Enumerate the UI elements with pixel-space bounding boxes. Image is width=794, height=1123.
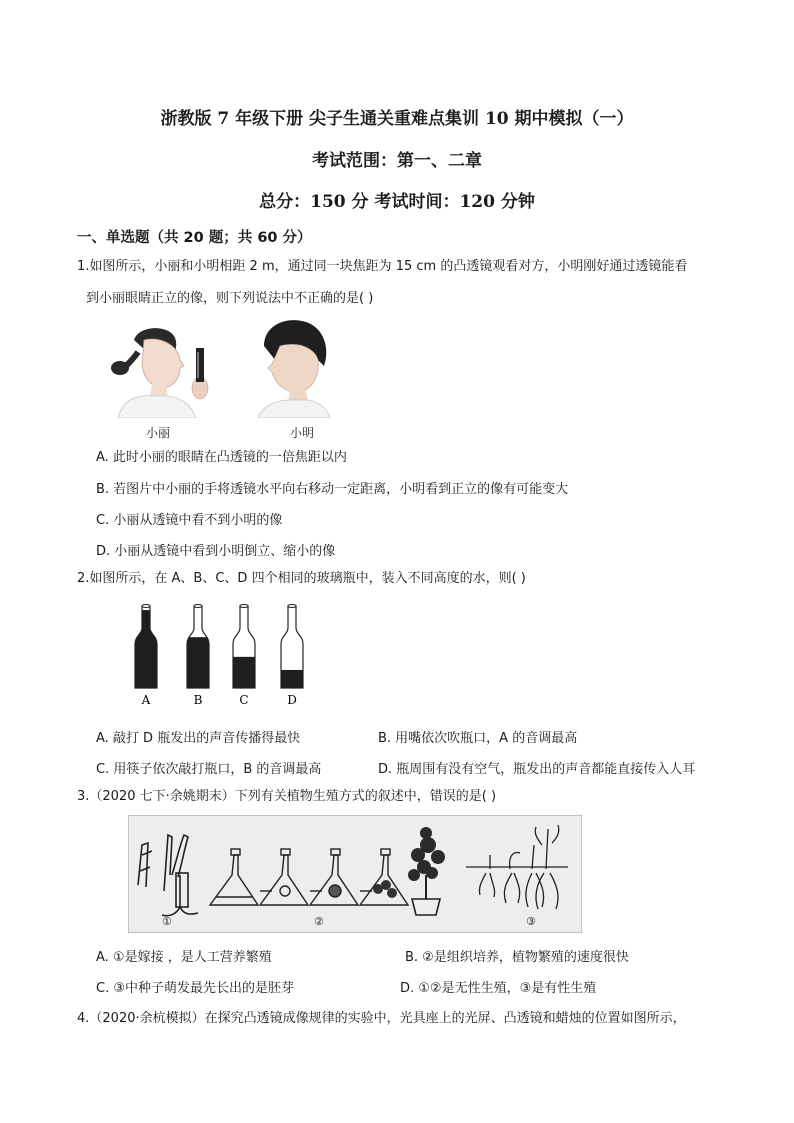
- bottle-water-b: [186, 637, 210, 688]
- q1-option-b: B. 若图片中小丽的手将透镜水平向右移动一定距离，小明看到正立的像有可能变大: [96, 482, 569, 497]
- q4-stem: 4.（2020·余杭模拟）在探究凸透镜成像规律的实验中，光具座上的光屏、凸透镜和蜡烛的位置如图所示，: [77, 1011, 686, 1026]
- bottle-water-d: [280, 670, 304, 688]
- bottle-c: [232, 605, 256, 708]
- exam-title: 浙教版 7 年级下册 尖子生通关重难点集训 10 期中模拟（一）: [160, 109, 634, 129]
- q1-option-c: C. 小丽从透镜中看不到小明的像: [96, 513, 283, 528]
- bottle-label-d: D: [287, 693, 297, 707]
- q3-label-2: ②: [314, 915, 324, 928]
- q3-option-c: C. ③中种子萌发最先长出的是胚芽: [96, 981, 294, 996]
- q1-boy-figure: [254, 316, 330, 418]
- q1-option-a: A. 此时小丽的眼睛在凸透镜的一倍焦距以内: [96, 450, 347, 465]
- q3-label-3: ③: [526, 915, 536, 928]
- section-heading: 一、单选题（共 20 题；共 60 分）: [77, 230, 312, 246]
- exam-score-time: 总分：150 分 考试时间：120 分钟: [259, 192, 535, 212]
- q1-girl-figure: [104, 322, 224, 418]
- q1-option-d: D. 小丽从透镜中看到小明倒立、缩小的像: [96, 544, 336, 559]
- q1-caption-boy: 小明: [290, 426, 315, 440]
- q1-stem-line2: 到小丽眼睛正立的像，则下列说法中不正确的是( ): [86, 291, 374, 306]
- q1-stem-line1: 1.如图所示，小丽和小明相距 2 m，通过同一块焦距为 15 cm 的凸透镜观看对方，小明刚好通过透镜能看: [77, 259, 688, 274]
- bottle-a: [134, 605, 158, 708]
- q2-stem: 2.如图所示，在 A、B、C、D 四个相同的玻璃瓶中，装入不同高度的水，则( ): [77, 571, 526, 586]
- q2-option-c: C. 用筷子依次敲打瓶口，B 的音调最高: [96, 762, 322, 777]
- q2-option-d: D. 瓶周围有没有空气，瓶发出的声音都能直接传入人耳: [378, 762, 696, 777]
- q1-caption-girl: 小丽: [146, 426, 171, 440]
- bottle-label-a: A: [141, 693, 151, 707]
- q2-option-b: B. 用嘴依次吹瓶口，A 的音调最高: [378, 731, 578, 746]
- q3-label-1: ①: [162, 915, 172, 928]
- q2-bottles-figure: [124, 600, 314, 710]
- bottle-label-b: B: [193, 693, 203, 707]
- bottle-label-c: C: [239, 693, 249, 707]
- bottle-b: [186, 605, 210, 708]
- bottle-water-a: [134, 610, 158, 688]
- q3-option-b: B. ②是组织培养，植物繁殖的速度很快: [405, 950, 629, 965]
- q3-plant-figure: [128, 815, 582, 933]
- q2-option-a: A. 敲打 D 瓶发出的声音传播得最快: [96, 731, 301, 746]
- exam-scope: 考试范围：第一、二章: [312, 151, 482, 171]
- bottle-d: [280, 605, 304, 708]
- q3-option-d: D. ①②是无性生殖，③是有性生殖: [400, 981, 597, 996]
- bottle-water-c: [232, 657, 256, 688]
- q3-stem: 3.（2020 七下·余姚期末）下列有关植物生殖方式的叙述中，错误的是( ): [77, 789, 497, 804]
- q3-option-a: A. ①是嫁接 ，是人工营养繁殖: [96, 950, 272, 965]
